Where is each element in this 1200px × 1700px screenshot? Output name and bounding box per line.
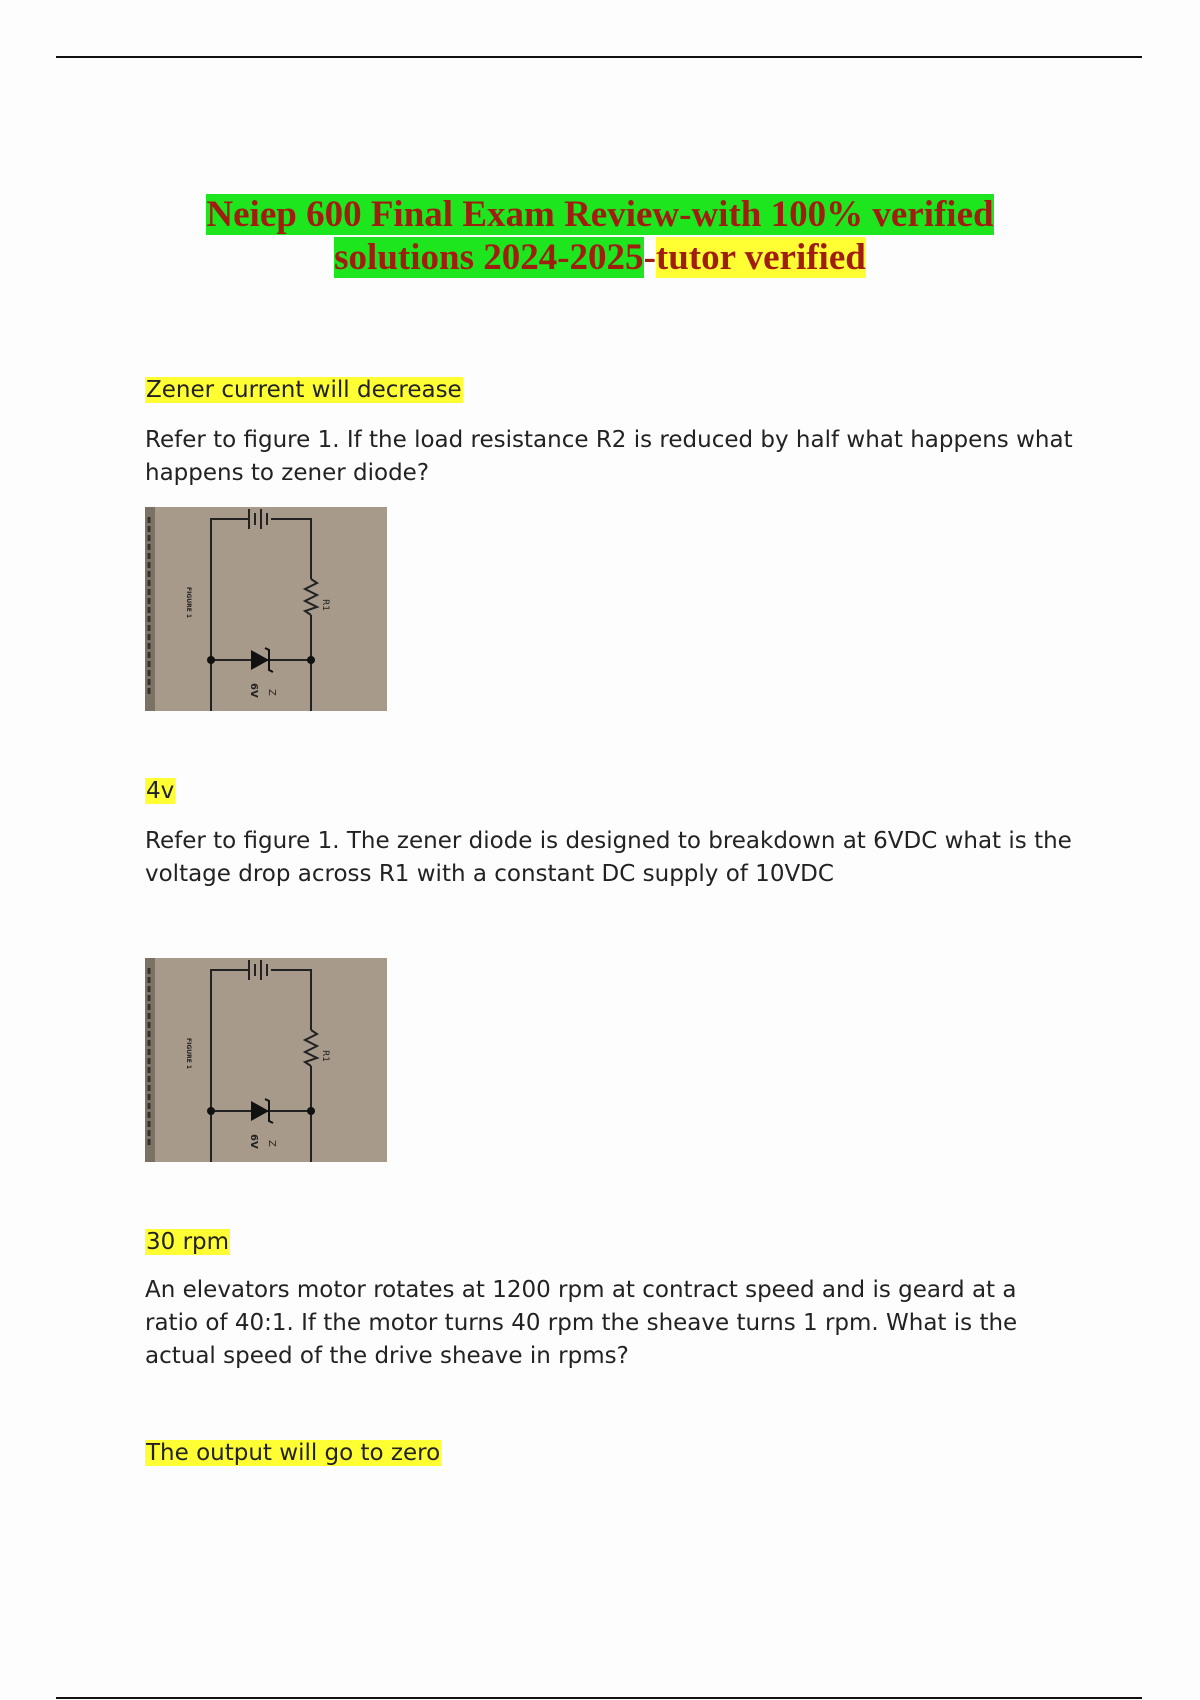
title-line-2: solutions 2024-2025 (334, 237, 644, 278)
zener-voltage-label: 6V (248, 1134, 259, 1149)
zener-label: Z (266, 689, 277, 696)
answer-text: The output will go to zero (146, 1440, 441, 1466)
zener-voltage-label: 6V (248, 683, 259, 698)
figure-caption: FIGURE 1 (185, 587, 192, 619)
top-rule (56, 56, 1142, 58)
answer-2 (145, 775, 1075, 808)
answer-text: 4v (146, 778, 175, 804)
resistor-label: R1 (320, 1050, 330, 1062)
zener-label: Z (266, 1140, 277, 1147)
question-3: An elevators motor rotates at 1200 rpm at contract speed and is geard at a ratio of 40:1. If the motor turns 40 rpm the sheave turns 1 rpm. What is the actual speed of the drive sheave in rpms? (145, 1277, 1018, 1369)
resistor-label: R1 (320, 599, 330, 611)
answer-text: 30 rpm (146, 1229, 230, 1255)
bottom-rule (56, 1697, 1142, 1699)
figure-1-photo (145, 507, 387, 711)
title-dash: - (643, 237, 656, 278)
document-title (0, 193, 1200, 279)
figure-caption: FIGURE 1 (185, 1038, 192, 1070)
answer-4 (145, 1437, 1075, 1470)
title-tutor-verified: tutor verified (655, 237, 866, 278)
figure-1-photo-repeat (145, 958, 387, 1162)
answer-3 (145, 1226, 1075, 1259)
question-1: Refer to figure 1. If the load resistance R2 is reduced by half what happens what happens to zener diode? (145, 427, 1073, 486)
title-line-1: Neiep 600 Final Exam Review-with 100% verified (206, 194, 994, 235)
question-2: Refer to figure 1. The zener diode is designed to breakdown at 6VDC what is the voltage drop across R1 with a constant DC supply of 10VDC (145, 828, 1072, 887)
answer-1 (145, 374, 1075, 407)
answer-text: Zener current will decrease (146, 377, 462, 403)
